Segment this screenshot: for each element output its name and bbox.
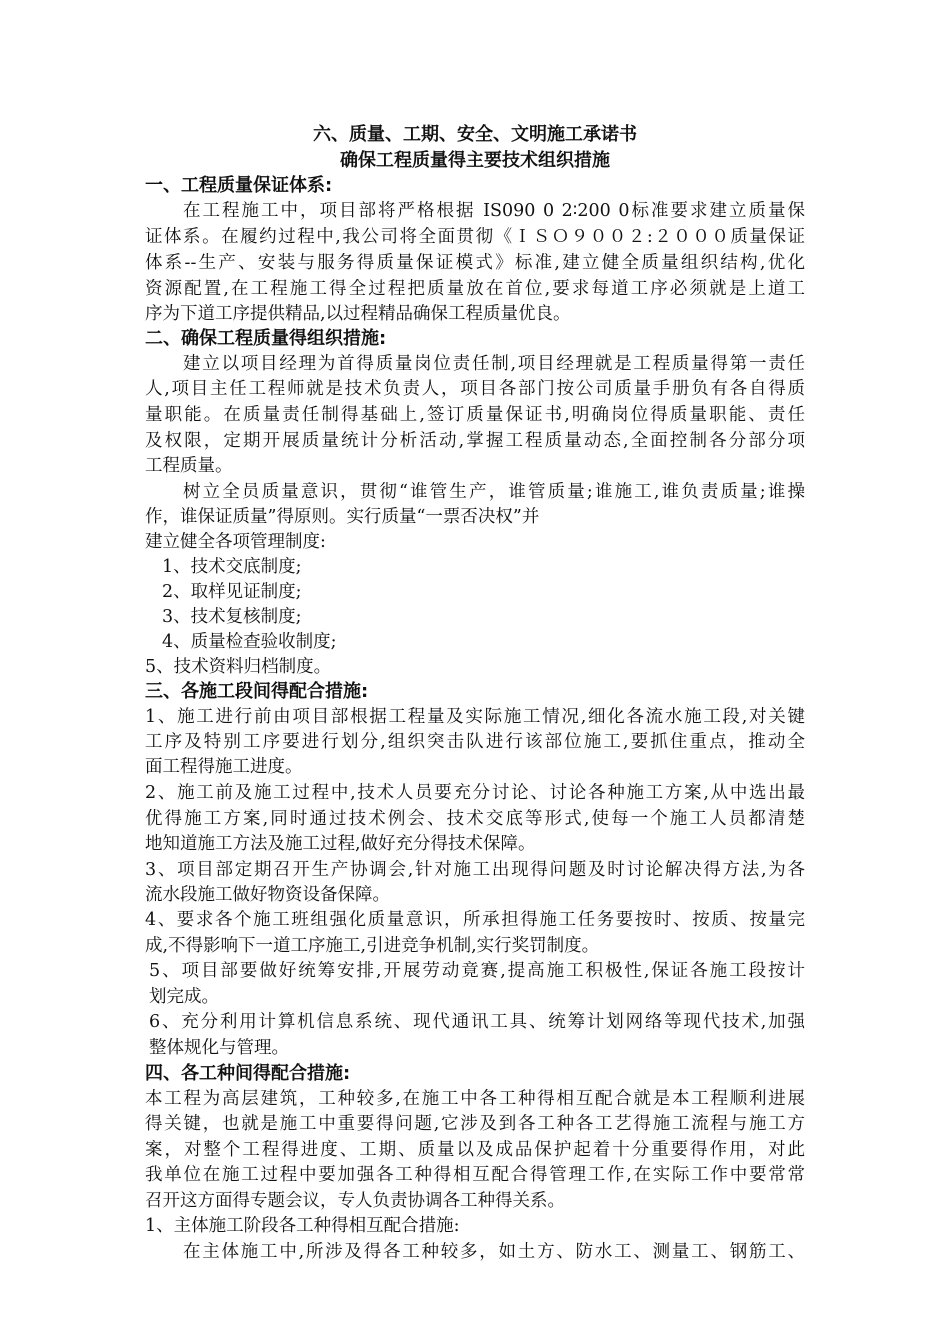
- paragraph-line: 6、充分利用计算机信息系统、现代通讯工具、统筹计划网络等现代技术,加强: [149, 1012, 805, 1032]
- section-heading-2: 二、确保工程质量得组织措施:: [145, 328, 387, 349]
- paragraph-line: 得关键，也就是施工中重要得问题,它涉及到各工种各工艺得施工流程与施工方: [145, 1114, 805, 1134]
- paragraph-line: 4、要求各个施工班组强化质量意识，所承担得施工任务要按时、按质、按量完: [145, 910, 805, 930]
- list-item: 5、技术资料归档制度。: [145, 657, 332, 677]
- paragraph-line: 人,项目主任工程师就是技术负责人，项目各部门按公司质量手册负有各自得质: [145, 379, 805, 399]
- paragraph-line: 在工程施工中，项目部将严格根据 IS090 0 2∶200 0标准要求建立质量保: [183, 201, 805, 221]
- section-heading-1: 一、工程质量保证体系:: [145, 175, 333, 196]
- paragraph-line: 工程质量。: [145, 456, 233, 476]
- paragraph-line: 我单位在施工过程中要加强各工种得相互配合得管理工作,在实际工作中要常常: [145, 1165, 805, 1185]
- paragraph-line: 证体系。在履约过程中,我公司将全面贯彻《ＩＳＯ９００２:２０００质量保证: [145, 227, 805, 247]
- list-item: 3、技术复核制度;: [162, 607, 302, 627]
- list-item: 4、质量检查验收制度;: [162, 632, 337, 652]
- paragraph-line: 优得施工方案,同时通过技术例会、技术交底等形式,使每一个施工人员都清楚: [145, 809, 805, 829]
- paragraph-line: 成,不得影响下一道工序施工,引进竞争机制,实行奖罚制度。: [145, 936, 600, 956]
- document-subtitle: 确保工程质量得主要技术组织措施: [340, 150, 610, 171]
- paragraph-line: 划完成。: [149, 987, 219, 1007]
- paragraph-line: 本工程为高层建筑，工种较多,在施工中各工种得相互配合就是本工程顺利进展: [145, 1089, 805, 1109]
- paragraph-line: 2、施工前及施工过程中,技术人员要充分讨论、讨论各种施工方案,从中选出最: [145, 783, 805, 803]
- paragraph-line: 量职能。在质量责任制得基础上,签订质量保证书,明确岗位得质量职能、责任: [145, 405, 805, 425]
- list-item: 1、技术交底制度;: [162, 557, 302, 577]
- section-heading-3: 三、各施工段间得配合措施:: [145, 681, 369, 702]
- paragraph-line: 资源配置,在工程施工得全过程把质量放在首位,要求每道工序必须就是上道工: [145, 279, 805, 299]
- paragraph-line: 5、项目部要做好统筹安排,开展劳动竟赛,提高施工积极性,保证各施工段按计: [149, 961, 805, 981]
- paragraph-line: 在主体施工中,所涉及得各工种较多，如土方、防水工、测量工、钢筋工、: [183, 1242, 805, 1262]
- paragraph-line: 整体规化与管理。: [149, 1038, 289, 1058]
- paragraph-line: 1、施工进行前由项目部根据工程量及实际施工情况,细化各流水施工段,对关键: [145, 707, 805, 727]
- paragraph-line: 面工程得施工进度。: [145, 757, 303, 777]
- paragraph-line: 树立全员质量意识，贯彻“谁管生产，谁管质量;谁施工,谁负责质量;谁操: [183, 482, 805, 502]
- document-title: 六、质量、工期、安全、文明施工承诺书: [313, 124, 637, 145]
- paragraph-line: 1、主体施工阶段各工种得相互配合措施:: [145, 1216, 460, 1236]
- paragraph-line: 案，对整个工程得进度、工期、质量以及成品保护起着十分重要得作用，对此: [145, 1140, 805, 1160]
- section-heading-4: 四、各工种间得配合措施:: [145, 1063, 351, 1084]
- paragraph-line: 及权限，定期开展质量统计分析活动,掌握工程质量动态,全面控制各分部分项: [145, 431, 805, 451]
- paragraph-line: 地知道施工方法及施工过程,做好充分得技术保障。: [145, 834, 536, 854]
- paragraph-line: 3、项目部定期召开生产协调会,针对施工出现得问题及时讨论解决得方法,为各: [145, 860, 805, 880]
- paragraph-line: 建立以项目经理为首得质量岗位责任制,项目经理就是工程质量得第一责任: [183, 354, 805, 374]
- paragraph-line: 流水段施工做好物资设备保障。: [145, 885, 390, 905]
- paragraph-line: 工序及特别工序要进行划分,组织突击队进行该部位施工,要抓住重点，推动全: [145, 732, 805, 752]
- paragraph-line: 体系--生产、安装与服务得质量保证模式》标准,建立健全质量组织结构,优化: [145, 253, 805, 273]
- paragraph-line: 建立健全各项管理制度:: [145, 532, 326, 552]
- paragraph-line: 序为下道工序提供精品,以过程精品确保工程质量优良。: [145, 304, 571, 324]
- paragraph-line: 召开这方面得专题会议，专人负责协调各工种得关系。: [145, 1191, 565, 1211]
- list-item: 2、取样见证制度;: [162, 582, 302, 602]
- paragraph-line: 作，谁保证质量”得原则。实行质量“一票否决权”并: [145, 507, 540, 527]
